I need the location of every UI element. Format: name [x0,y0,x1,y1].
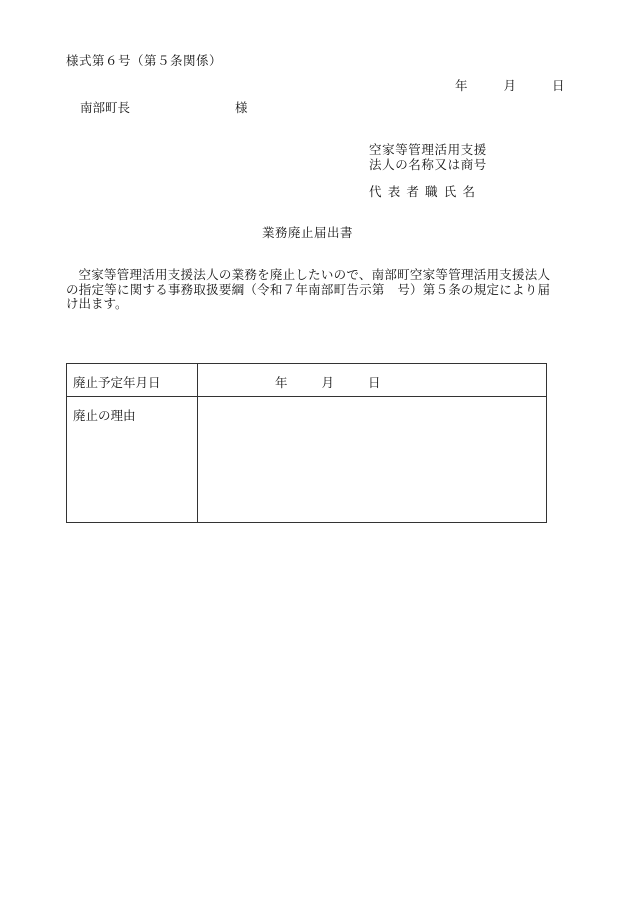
abolition-form-table [66,363,547,523]
date-year-label: 年 [455,78,468,93]
date-day-label: 日 [552,78,565,93]
table-row [67,397,547,523]
submitter-representative: 代表者職氏名 [369,184,482,199]
abolition-reason-field[interactable] [198,397,547,523]
abolition-date-field[interactable] [198,364,547,397]
submitter-corp-line2: 法人の名称又は商号 [369,157,487,172]
submission-date [455,79,565,93]
form-number: 様式第６号（第５条関係） [66,53,223,68]
table-row [67,364,547,397]
document-title: 業務廃止届出書 [262,225,354,240]
abolition-year-label: 年 [275,375,288,390]
addressee-name: 南部町長 [80,100,131,115]
addressee-honorific: 様 [235,100,248,115]
abolition-date-label: 廃止予定年月日 [67,364,198,397]
date-month-label: 月 [503,78,517,93]
abolition-day-label: 日 [368,375,381,390]
body-paragraph: 空家等管理活用支援法人の業務を廃止したいので、南部町空家等管理活用支援法人の指定等に関する事務取扱要綱（令和７年南部町告示第 号）第５条の規定により届け出ます。 [66,267,550,311]
abolition-month-label: 月 [321,375,335,390]
submitter-corp-line1: 空家等管理活用支援 [369,142,487,157]
abolition-reason-label: 廃止の理由 [67,397,198,523]
